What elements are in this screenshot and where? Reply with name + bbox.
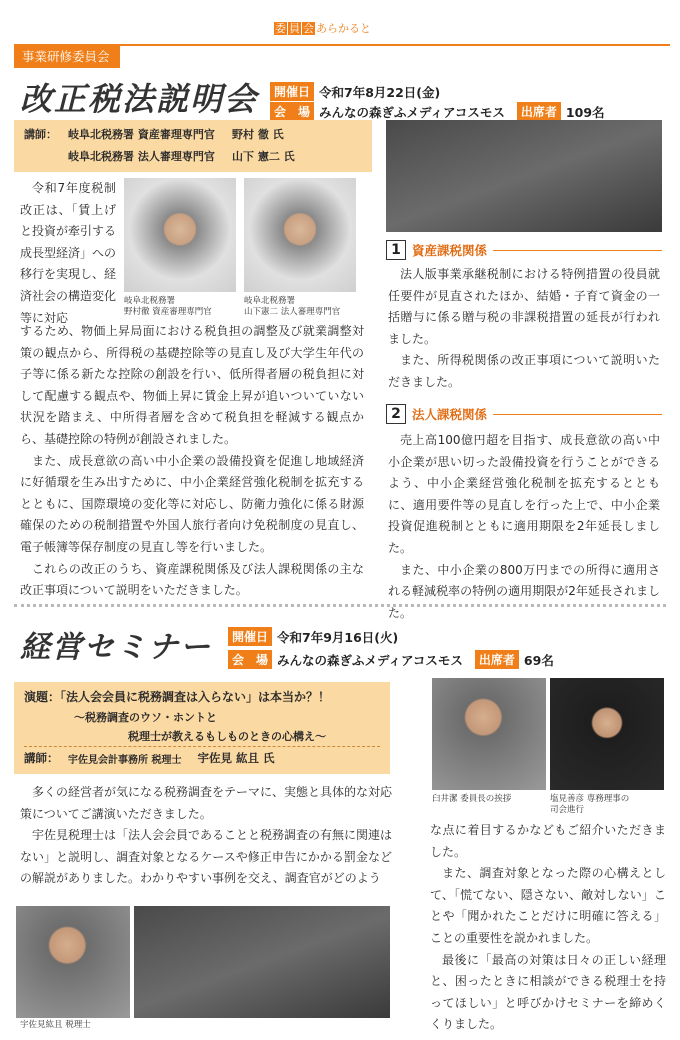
body-paragraph: これらの改正のうち、資産課税関係及び法人課税関係の主な改正事項について説明をいただきました。 [20,561,364,598]
lecturer-org: 岐阜北税務署 法人審理専門官 [68,150,215,163]
column-tag-kana: あらかると [316,22,371,35]
subsection-number: 2 [386,404,406,424]
lecturer-org: 岐阜北税務署 資産審理専門官 [68,128,215,141]
speaker-photo-yamashita [244,178,356,292]
lecture-subtitle: ～税務調査のウソ・ホントと [74,711,217,724]
subsection-number: 1 [386,240,406,260]
venue-value: みんなの森ぎふメディアコスモス [319,104,505,120]
date-label: 開催日 [270,82,314,101]
lecture-divider [24,746,380,747]
venue-label: 会 場 [228,650,272,669]
section1-title: 改正税法説明会 [20,80,259,118]
lecture-box [14,682,390,774]
body-paragraph: 多くの経営者が気になる税務調査をテーマに、実態と具体的な対応策についてご講演いただきました。 [20,785,393,821]
subsection-body [388,264,660,394]
audience-photo [134,906,390,1018]
section2-venue-row [228,650,554,669]
body-paragraph: 売上高100億円超を目指す、成長意欲の高い中小企業が思い切った設備投資を行うことができるよう、中小企業経営強化税制を拡充するとともに、適用要件等の見直しを行った上で、中小企業投資促進税制とともに適用期限を2年延長しました。 [388,433,660,555]
body-paragraph: 法人版事業承継税制における特例措置の役員就任要件が見直されたほか、結婚・子育て資金の一括贈与に係る贈与税の非課税措置の延長が行われました。 [388,267,660,346]
attendees-label: 出席者 [475,650,519,669]
intro-paragraph-cont: するため、物価上昇局面における税負担の調整及び就業調整対策の観点から、所得税の基礎控除等の見直し及び大学生年代の子等に係る新たな控除の創設を行い、低所得者層の税負担に対して配慮する観点や、物価上昇に賃金上昇が追いついていない状況を踏まえ、中所得者層を含めて税負担を軽減する観点から、基礎控除の特例が創設されました。 [20,324,364,446]
lecturer-row [24,148,362,164]
photo-caption: 塩見善彦 専務理事の 司会進行 [550,794,630,815]
subsection-body [388,430,660,624]
attendees-label: 出席者 [517,102,561,121]
section1-body [20,321,364,602]
chairman-photo [432,678,546,790]
venue-value: みんなの森ぎふメディアコスモス [277,652,463,668]
subsection-heading [386,404,662,424]
column-tag-char: 委 [275,22,286,35]
lecture-subtitle: 税理士が教えるもしものときの心構え～ [128,730,326,743]
date-value: 令和7年8月22日(金) [319,84,441,100]
body-paragraph: また、調査対象となった際の心構えとして、「慌てない、隠さない、敵対しない」ことや「聞かれたことだけに明確に答える」ことの重要性を説かれました。 [430,866,666,945]
lecture-title: 演題：「法人会会員に税務調査は入らない」は本当か？！ [24,690,331,704]
subsection-title: 資産課税関係 [412,243,488,258]
subsection-rule [493,250,662,251]
lecturer-name: 山下 憲二 氏 [232,150,295,163]
section1-venue-row [270,102,605,121]
seminar-hall-photo [386,120,662,232]
lecturer-photo [16,906,130,1018]
date-value: 令和7年9月16日(火) [277,629,399,645]
section1-date-row [270,82,440,101]
subsection-rule [493,414,662,415]
photo-caption: 臼井潔 委員長の挨拶 [432,794,512,804]
body-paragraph: また、所得税関係の改正事項について説明いただきました。 [388,353,660,389]
date-label: 開催日 [228,627,272,646]
lecturer-row [24,126,362,142]
body-paragraph: また、中小企業の800万円までの所得に適用される軽減税率の特例の適用期限が2年延長されました。 [388,562,660,620]
attendees-value: 109名 [565,104,605,120]
section2-body-right [430,820,666,1036]
column-tag [274,20,371,36]
body-paragraph: な点に着目するかなどもご紹介いただきました。 [430,823,666,859]
section2-body-left [20,782,392,890]
photo-caption: 岐阜北税務署 野村徹 資産審理専門官 [124,296,212,317]
committee-tag: 事業研修委員会 [14,44,120,68]
lecturer-box [14,120,372,172]
body-paragraph: 最後に「最高の対策は日々の正しい経理と、困ったときに相談ができる税理士を持ってほしい」と呼びかけセミナーを締めくくりました。 [430,952,666,1032]
intro-paragraph-narrow: 令和7年度税制改正は、「賃上げと投資が牽引する成長型経済」への移行を実現し、経済社会の構造変化等に対応 [20,181,117,325]
photo-caption: 宇佐見紘且 税理士 [20,1020,91,1030]
lecturer-label: 講師： [24,128,57,141]
lecturer-name: 野村 徹 氏 [232,128,284,141]
lecturer-row [24,750,275,766]
lecturer-name: 宇佐見 紘且 氏 [197,751,275,765]
director-photo [550,678,664,790]
section2-date-row [228,627,398,646]
subsection-heading [386,240,662,260]
speaker-photo-nomura [124,178,236,292]
subsection-title: 法人課税関係 [412,407,488,422]
column-tag-char: 員 [289,22,300,35]
body-paragraph: また、成長意欲の高い中小企業の設備投資を促進し地域経済に好循環を生み出すために、中小企業経営強化税制を拡充するとともに、国際環境の変化等に対応し、防衛力強化に係る財源確保のための税制措置や外国人旅行者向け免税制度の見直し、電子帳簿等保存制度の見直し等を行いました。 [20,453,364,554]
section-divider [14,604,666,607]
section2-title: 経営セミナー [20,630,212,665]
lecturer-org: 宇佐見会計事務所 税理士 [68,755,182,766]
column-tag-char: 会 [303,22,314,35]
lecturer-label: 講師： [24,751,59,765]
venue-label: 会 場 [270,102,314,121]
attendees-value: 69名 [523,652,554,668]
photo-caption: 岐阜北税務署 山下憲二 法人審理専門官 [244,296,341,317]
body-paragraph: 宇佐見税理士は「法人会会員であることと税務調査の有無に関連はない」と説明し、調査対象となるケースや修正申告にかかる罰金などの解説がありました。わかりやすい事例を交え、調査官がどのよう [20,828,393,886]
